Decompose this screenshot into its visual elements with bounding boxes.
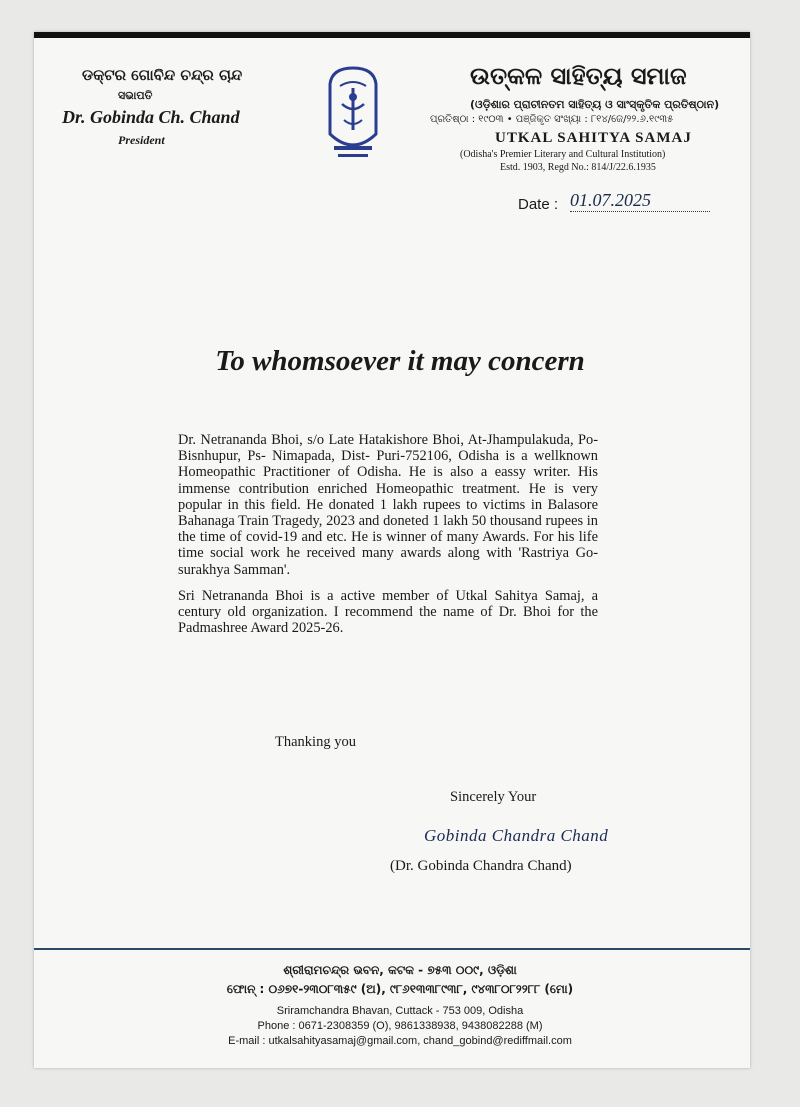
signer-name: (Dr. Gobinda Chandra Chand) [390, 858, 572, 874]
letter-heading: To whomsoever it may concern [215, 345, 585, 377]
footer-address-odia: ଶ୍ରୀରାମଚନ୍ଦ୍ର ଭବନ, କଟକ - ୭୫୩ ୦୦୯, ଓଡ଼ିଶା [283, 963, 517, 977]
org-name: UTKAL SAHITYA SAMAJ [495, 130, 692, 146]
org-description: (Odisha's Premier Literary and Cultural Institution) [460, 149, 666, 160]
body-paragraph-2: Sri Netrananda Bhoi is a active member of Utkal Sahitya Samaj, a century old organization. I recommend the name of Dr. Bhoi for the Padmashree Award 2025-26. [178, 587, 598, 637]
handwritten-signature: Gobinda Chandra Chand [424, 826, 609, 845]
president-name: Dr. Gobinda Ch. Chand [62, 107, 240, 127]
org-registration: Estd. 1903, Regd No.: 814/J/22.6.1935 [500, 162, 656, 173]
date-label: Date : [518, 196, 559, 213]
president-role-odia: ସଭାପତି [118, 89, 153, 102]
closing-line: Sincerely Your [450, 789, 537, 805]
body-paragraph-1: Dr. Netrananda Bhoi, s/o Late Hatakishore Bhoi, At-Jhampulakuda, Po- Bisnhupur, Ps- Nimapada, Dist- Puri-752106, Odisha is a wellknown Homeopathic Practitioner of Odisha. He is also a eassy writer. His immense contribution enriched Homeopathic treatment. He is very popular in this field. He donated 1 lakh rupees to victims in Balasore Bahanaga Train Tragedy, 2023 and doneted 1 lakh 50 thousand rupees in the time of covid-19 and etc. He is winner of many Awards. For his life time social work he received many awards along with 'Rastriya Go-surakhya Samman'. [178, 432, 598, 578]
date-value: 01.07.2025 [570, 190, 710, 212]
thanks-line: Thanking you [275, 734, 356, 750]
footer-divider [34, 948, 750, 950]
president-name-odia: ଡକ୍ଟର ଗୋବିନ୍ଦ ଚନ୍ଦ୍ର ଚାନ୍ଦ [82, 66, 243, 84]
top-border [34, 32, 750, 38]
org-subtitle-odia: (ଓଡ଼ିଶାର ପ୍ରାଚୀନତମ ସାହିତ୍ୟ ଓ ସାଂସ୍କୃତିକ ପ୍ରତିଷ୍ଠାନ) [470, 98, 720, 111]
org-name-odia: ଉତ୍କଳ ସାହିତ୍ୟ ସମାଜ [470, 62, 687, 90]
footer-email: E-mail : utkalsahityasamaj@gmail.com, chand_gobind@rediffmail.com [228, 1035, 572, 1047]
letter-body [178, 432, 598, 646]
footer-phone: Phone : 0671-2308359 (O), 9861338938, 9438082288 (M) [257, 1020, 543, 1032]
society-logo [322, 64, 384, 164]
president-role: President [118, 133, 165, 147]
footer-address: Sriramchandra Bhavan, Cuttack - 753 009, Odisha [276, 1005, 524, 1017]
org-established-odia: ପ୍ରତିଷ୍ଠା : ୧୯୦୩ • ପଞ୍ଜିକୃତ ସଂଖ୍ୟା : ୮୧୪/ଜେ/୨୨.୬.୧୯୩୫ [430, 114, 674, 125]
footer-phone-odia: ଫୋନ୍ : ୦୬୭୧-୨୩୦୮୩୫୯ (ଅ), ୯୮୬୧୩୩୮୯୩୮, ୯୪୩୮୦୮୨୨୮୮ (ମୋ) [226, 982, 574, 996]
